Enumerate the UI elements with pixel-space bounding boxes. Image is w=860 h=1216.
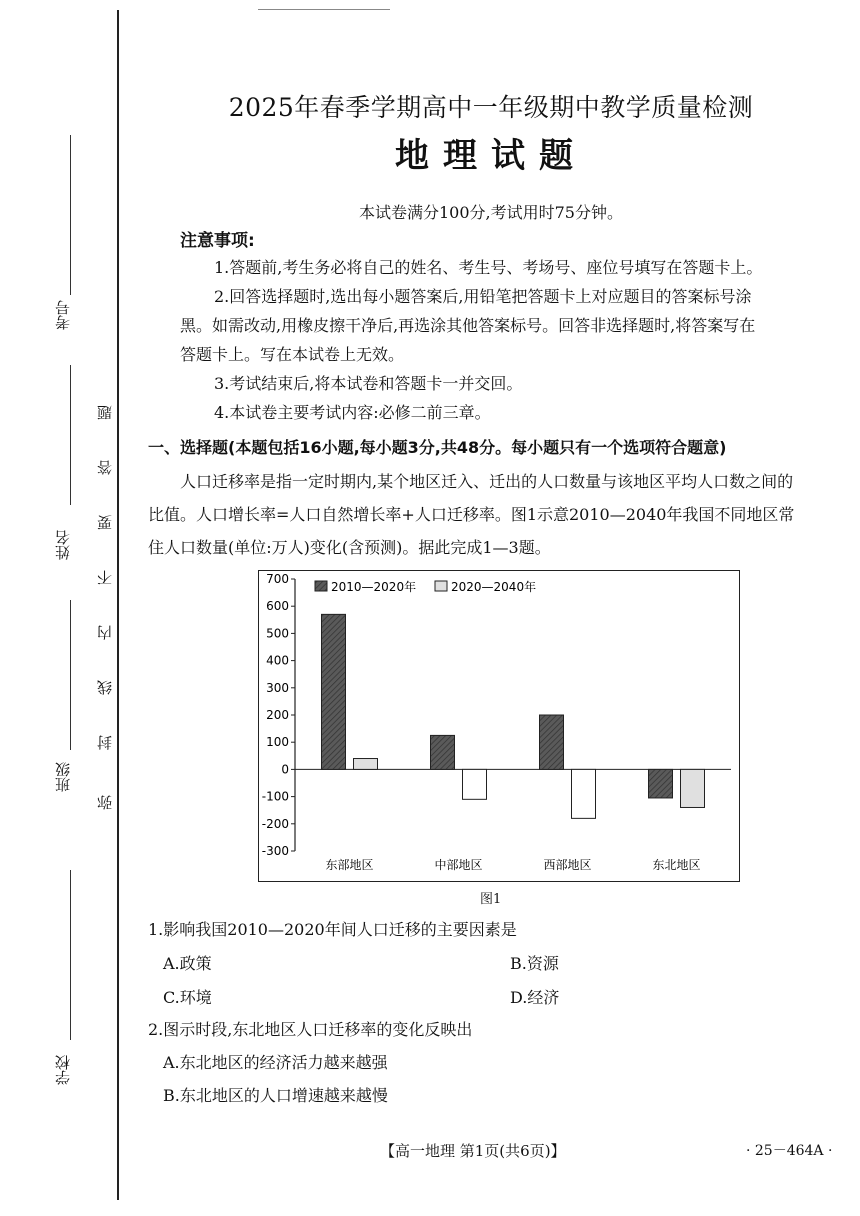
figure-caption: 图1 <box>480 892 502 907</box>
y-tick-label: 500 <box>266 626 289 641</box>
section-heading: 一、选择题(本题包括16小题,每小题3分,共48分。每小题只有一个选项符合题意) <box>148 438 727 457</box>
exam-no-label: 考号 <box>54 300 72 330</box>
exam-title: 2025年春季学期高中一年级期中教学质量检测 <box>228 93 754 122</box>
y-tick-label: -200 <box>261 816 289 831</box>
top-rule <box>258 9 390 10</box>
y-tick-label: -300 <box>261 844 289 858</box>
y-tick-label: 700 <box>266 572 289 586</box>
bar <box>681 769 705 807</box>
exam-info: 本试卷满分100分,考试用时75分钟。 <box>359 203 623 222</box>
y-tick-label: 600 <box>266 599 289 614</box>
q1-option-c: C.环境 <box>163 988 212 1007</box>
legend-label: 2010—2020年 <box>331 580 417 594</box>
exam-no-line <box>70 135 71 295</box>
notice-item-2-line3: 答题卡上。写在本试卷上无效。 <box>180 345 405 364</box>
bar <box>572 769 596 818</box>
seal-char: 线 <box>96 680 114 695</box>
y-tick-label: 100 <box>266 735 289 750</box>
bar <box>649 769 673 798</box>
notice-item-4: 4.本试卷主要考试内容:必修二前三章。 <box>214 403 491 422</box>
seal-char: 内 <box>96 625 114 640</box>
name-label: 姓名 <box>54 530 72 560</box>
school-label: 学校 <box>54 1055 72 1085</box>
passage-line-3: 住人口数量(单位:万人)变化(含预测)。据此完成1—3题。 <box>148 538 551 557</box>
y-tick-label: -100 <box>261 789 289 804</box>
population-chart <box>259 571 739 881</box>
x-tick-label: 东部地区 <box>325 858 374 872</box>
class-line <box>70 600 71 750</box>
binding-margin <box>0 0 122 1216</box>
q1-option-b: B.资源 <box>510 954 559 973</box>
x-tick-label: 中部地区 <box>434 858 483 872</box>
x-tick-label: 西部地区 <box>543 858 592 872</box>
y-tick-label: 0 <box>281 762 289 777</box>
school-line <box>70 870 71 1040</box>
q1-option-a: A.政策 <box>163 954 212 973</box>
bar <box>322 614 346 769</box>
subject-title: 地理试题 <box>395 136 587 176</box>
seal-char: 题 <box>96 405 114 420</box>
notice-item-2-line1: 2.回答选择题时,选出每小题答案后,用铅笔把答题卡上对应题目的答案标号涂 <box>214 287 752 306</box>
notice-item-2-line2: 黑。如需改动,用橡皮擦干净后,再选涂其他答案标号。回答非选择题时,将答案写在 <box>180 316 756 335</box>
q2-option-b: B.东北地区的人口增速越来越慢 <box>163 1086 388 1105</box>
q1-option-d: D.经济 <box>510 988 560 1007</box>
legend-label: 2020—2040年 <box>451 580 537 594</box>
bar <box>431 735 455 769</box>
question-2: 2.图示时段,东北地区人口迁移率的变化反映出 <box>148 1020 473 1039</box>
notice-item-1: 1.答题前,考生务必将自己的姓名、考生号、考场号、座位号填写在答题卡上。 <box>214 258 763 277</box>
paper-code: · 25－464A · <box>746 1143 833 1159</box>
page-footer: 【高一地理 第1页(共6页)】 <box>380 1142 566 1160</box>
seal-char: 答 <box>96 460 114 475</box>
bar <box>463 769 487 799</box>
question-1: 1.影响我国2010—2020年间人口迁移的主要因素是 <box>148 920 517 939</box>
passage-line-1: 人口迁移率是指一定时期内,某个地区迁入、迁出的人口数量与该地区平均人口数之间的 <box>180 472 794 491</box>
y-tick-label: 200 <box>266 708 289 722</box>
bar <box>354 759 378 770</box>
seal-char: 要 <box>96 515 114 530</box>
notice-item-3: 3.考试结束后,将本试卷和答题卡一并交回。 <box>214 374 523 393</box>
binding-line <box>117 10 119 1200</box>
class-label: 班级 <box>54 762 72 792</box>
y-tick-label: 400 <box>266 653 289 668</box>
chart-frame <box>258 570 740 882</box>
seal-char: 封 <box>96 735 114 750</box>
x-tick-label: 东北地区 <box>652 858 701 872</box>
passage-line-2: 比值。人口增长率=人口自然增长率+人口迁移率。图1示意2010—2040年我国不同地区常 <box>148 505 795 524</box>
notice-heading: 注意事项: <box>180 231 255 251</box>
legend-swatch <box>435 581 447 591</box>
seal-char: 不 <box>96 570 114 585</box>
name-line <box>70 365 71 505</box>
legend-swatch <box>315 581 327 591</box>
y-tick-label: 300 <box>266 680 289 695</box>
bar <box>540 715 564 769</box>
seal-char: 弥 <box>96 795 114 810</box>
q2-option-a: A.东北地区的经济活力越来越强 <box>163 1053 388 1072</box>
